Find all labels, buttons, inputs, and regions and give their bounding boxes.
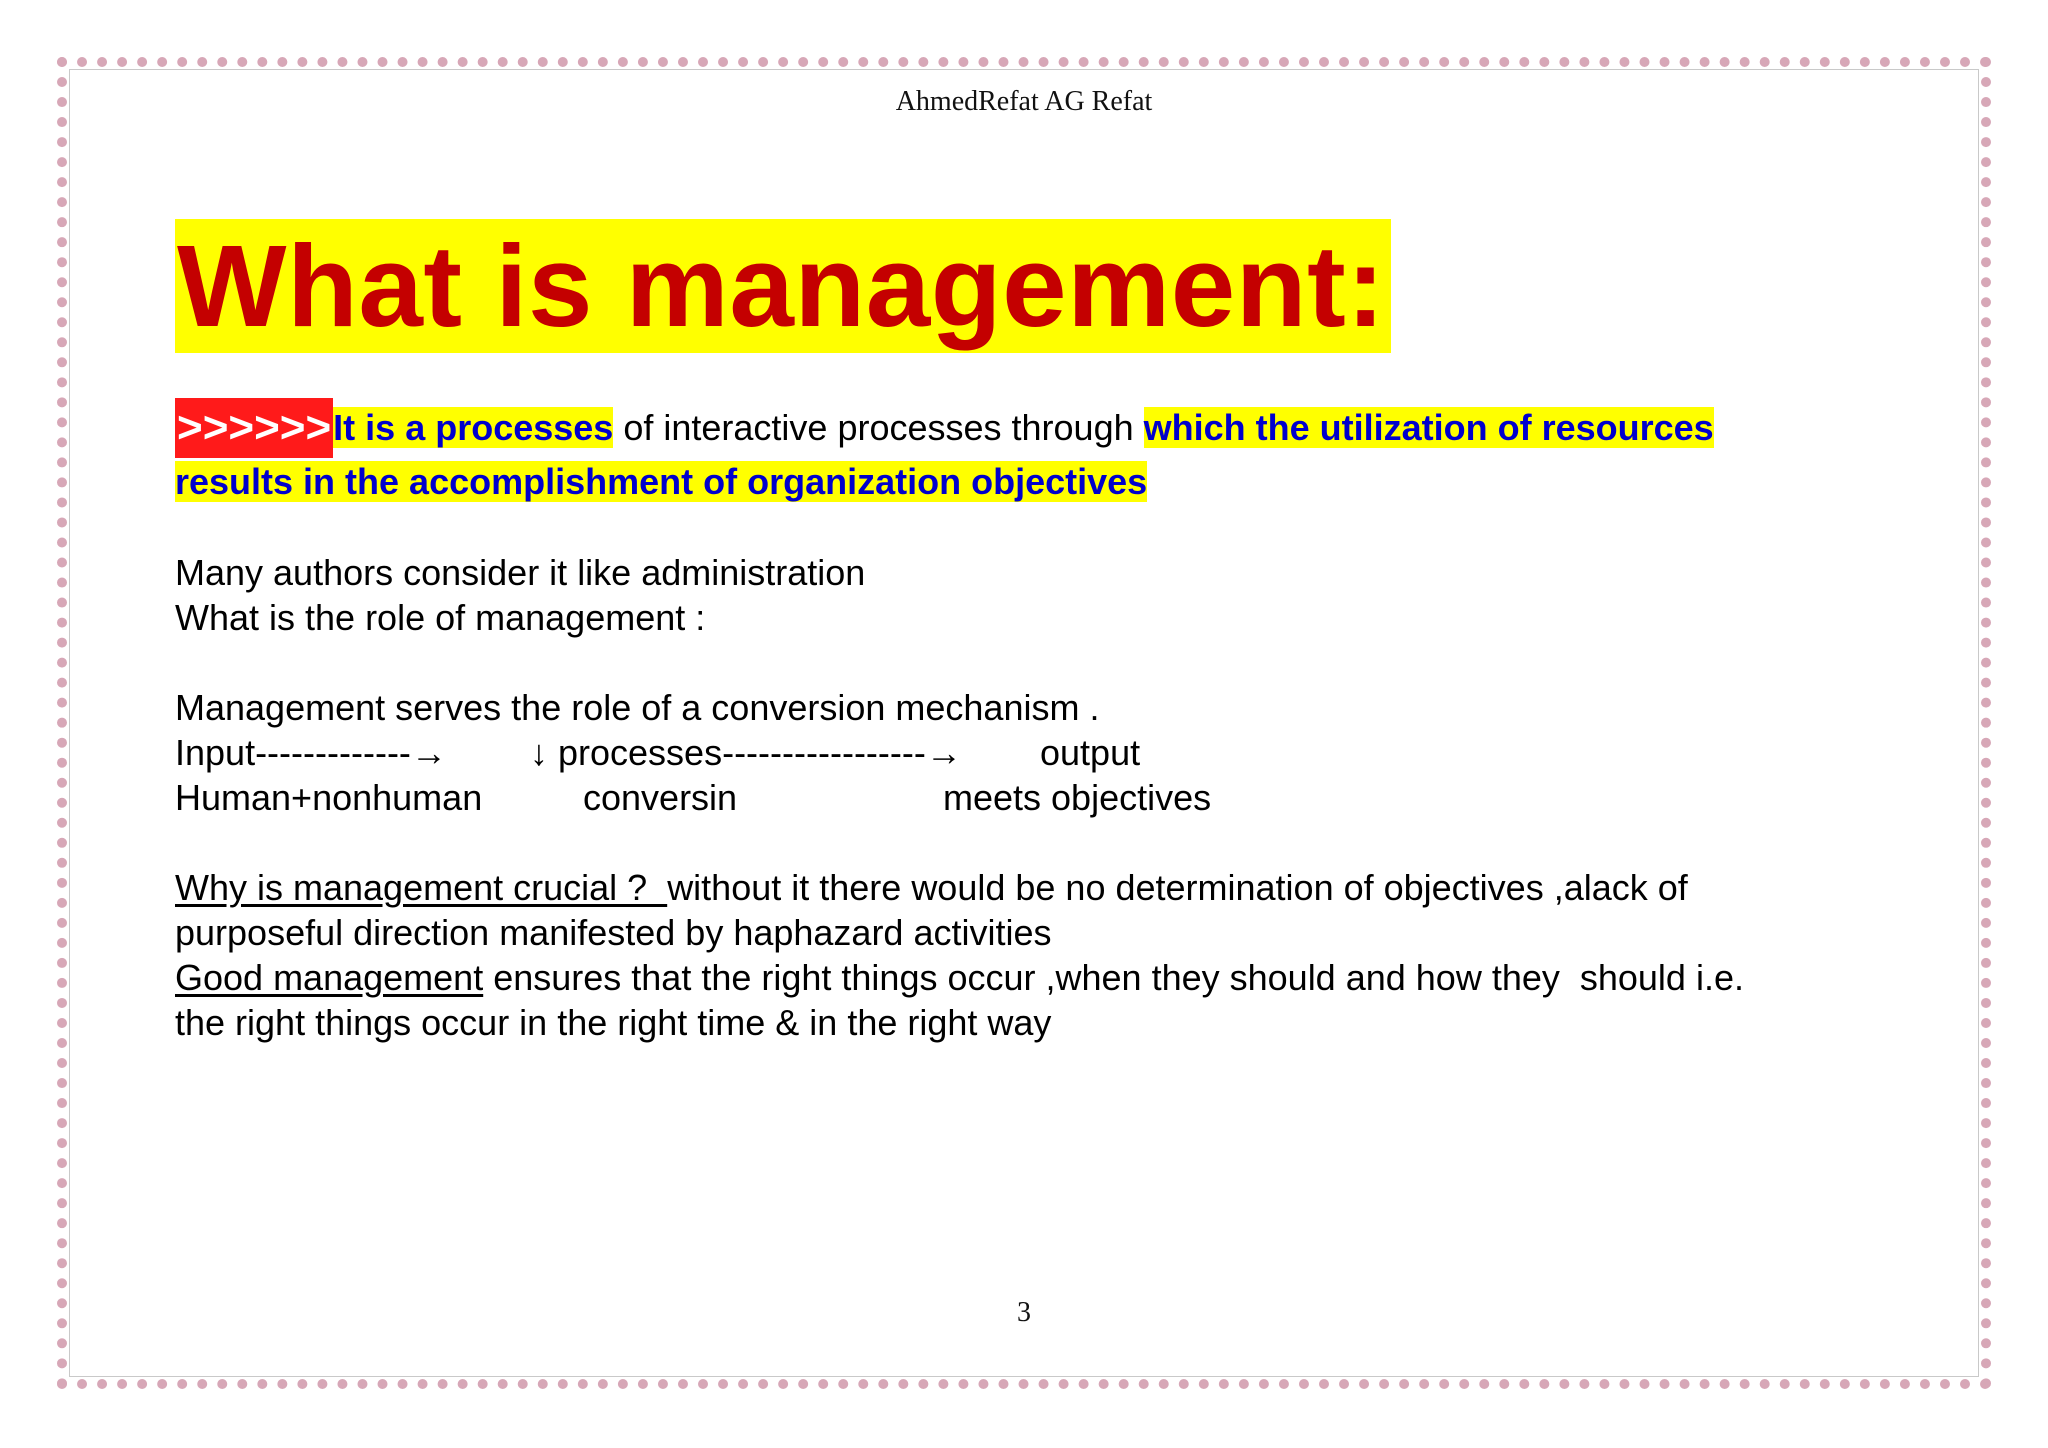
definition-plain: of interactive processes through <box>613 407 1144 448</box>
page-header: AhmedRefat AG Refat <box>895 86 1153 117</box>
flow-human: Human+nonhuman <box>175 777 483 818</box>
good-line-2: the right things occur in the right time & in the right way <box>175 1002 1052 1043</box>
crucial-line-2: purposeful direction manifested by haphazard activities <box>175 912 1052 953</box>
arrow-marker: >>>>>> <box>175 398 333 458</box>
good-line-1 <box>175 955 1744 1000</box>
crucial-answer: without it there would be no determination of objectives ,alack of <box>667 867 1688 908</box>
flow-conversin: conversin <box>583 777 738 818</box>
flow-processes: ↓ processes-----------------→ <box>530 732 962 773</box>
role-question: What is the role of management : <box>175 597 706 638</box>
definition-line-1 <box>175 398 1895 458</box>
definition-emphasis-2: which the utilization of resources <box>1143 407 1714 448</box>
conversion-line: Management serves the role of a conversion mechanism . <box>175 687 1100 728</box>
authors-line: Many authors consider it like administration <box>175 552 866 593</box>
page-title: What is management: <box>177 221 1386 351</box>
definition-emphasis-3: results in the accomplishment of organization objectives <box>175 461 1148 502</box>
flow-meets: meets objectives <box>943 777 1212 818</box>
good-management-label: Good management <box>175 957 484 998</box>
crucial-question: Why is management crucial ? <box>175 867 668 908</box>
definition-paragraph <box>175 398 1895 506</box>
definition-emphasis-1: It is a processes <box>333 407 614 448</box>
crucial-line-1 <box>175 865 1688 910</box>
page-number: 3 <box>1017 1297 1031 1328</box>
definition-line-2 <box>175 458 1895 506</box>
title-highlight <box>175 219 1391 353</box>
flow-input: Input-------------→ <box>175 732 447 773</box>
flow-output: output <box>1040 732 1141 773</box>
good-text: ensures that the right things occur ,when they should and how they should i.e. <box>483 957 1744 998</box>
flow-row-1 <box>175 730 1275 775</box>
flow-row-2 <box>175 775 1275 820</box>
